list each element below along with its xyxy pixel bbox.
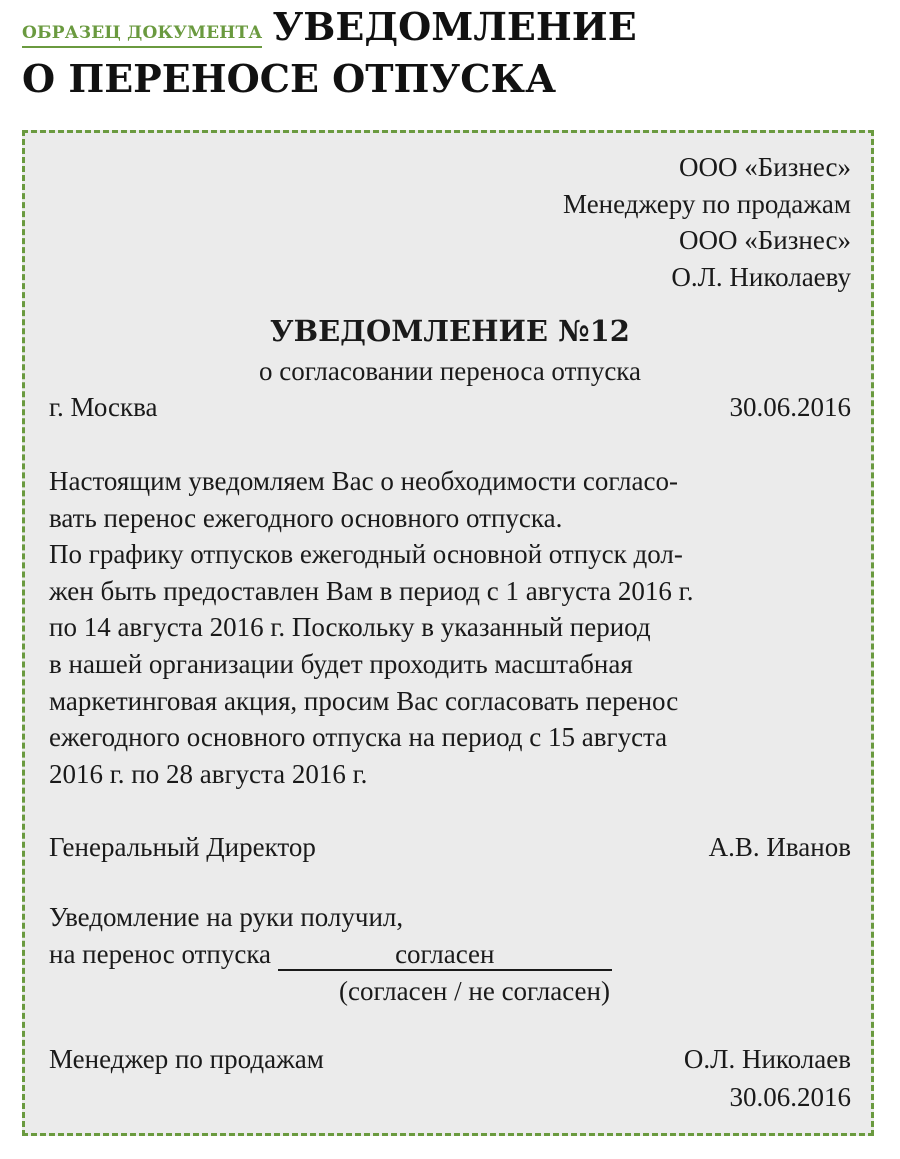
body-line: 2016 г. по 28 августа 2016 г. <box>49 758 368 789</box>
addressee-line: ООО «Бизнес» <box>679 225 851 256</box>
body-line: По графику отпусков ежегодный основной отпуск дол- <box>49 539 683 570</box>
acknowledgement-block <box>49 899 851 972</box>
document-date: 30.06.2016 <box>729 392 851 422</box>
page-title-line-2: О ПЕРЕНОСЕ ОТПУСКА <box>22 56 557 101</box>
recipient-date-row <box>49 1079 851 1116</box>
ack-prefix: на перенос отпуска <box>49 938 272 969</box>
signatory-row <box>49 829 851 866</box>
addressee-line: Менеджеру по продажам <box>563 188 851 219</box>
signatory-name: А.В. Иванов <box>708 832 851 862</box>
consent-hint: (согласен / не согласен) <box>339 976 610 1006</box>
document-city: г. Москва <box>49 392 158 422</box>
recipient-date: 30.06.2016 <box>729 1082 851 1112</box>
body-line: маркетинговая акция, просим Вас согласовать перенос <box>49 685 679 716</box>
consent-field: согласен <box>278 939 612 971</box>
ack-line-1: Уведомление на руки получил, <box>49 902 404 932</box>
ack-line-2 <box>49 936 851 973</box>
addressee-line: ООО «Бизнес» <box>679 152 851 182</box>
body-line: ежегодного основного отпуска на период с 15 августа <box>49 722 668 753</box>
body-line: Настоящим уведомляем Вас о необходимости согласо- <box>49 466 678 496</box>
document-title: УВЕДОМЛЕНИЕ №12 <box>270 314 630 348</box>
signatory-position: Генеральный Директор <box>49 832 316 862</box>
document-sample-box <box>22 130 874 1136</box>
notice-body <box>49 463 851 792</box>
recipient-name: О.Л. Николаев <box>683 1044 851 1074</box>
sample-document-label: ОБРАЗЕЦ ДОКУМЕНТА <box>22 23 262 48</box>
document-subtitle: о согласовании переноса отпуска <box>258 356 641 386</box>
header-title-row <box>22 6 637 48</box>
body-line: вать перенос ежегодного основного отпуска. <box>49 502 563 533</box>
page-title-line-1: УВЕДОМЛЕНИЕ <box>272 4 637 49</box>
recipient-row <box>49 1041 851 1078</box>
body-line: по 14 августа 2016 г. Поскольку в указанный период <box>49 612 651 643</box>
body-line: в нашей организации будет проходить масштабная <box>49 648 633 679</box>
addressee-block <box>563 149 851 295</box>
place-date-row <box>49 389 851 426</box>
recipient-position: Менеджер по продажам <box>49 1044 324 1074</box>
body-line: жен быть предоставлен Вам в период с 1 августа 2016 г. <box>49 575 694 606</box>
addressee-line: О.Л. Николаеву <box>671 261 851 292</box>
